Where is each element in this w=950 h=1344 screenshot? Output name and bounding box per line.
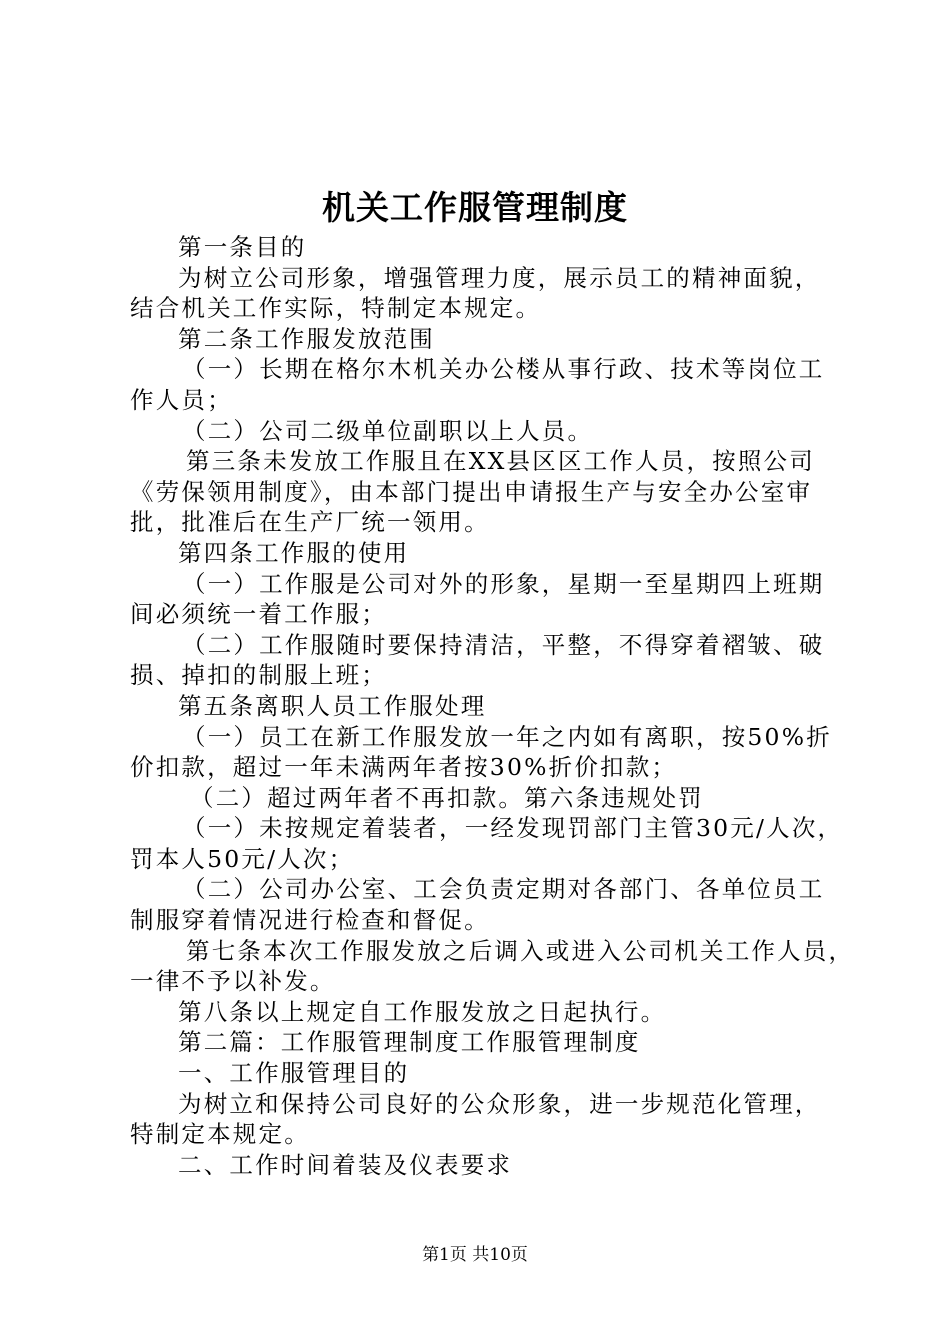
document-body	[130, 232, 855, 1180]
paragraph-line: 价扣款，超过一年未满两年者按30%折价扣款；	[130, 753, 678, 782]
paragraph-line: 第三条未发放工作服且在XX县区区工作人员，按照公司	[186, 447, 815, 476]
paragraph-line: 间必须统一着工作服；	[130, 600, 387, 629]
paragraph-line: 第七条本次工作服发放之后调入或进入公司机关工作人员，	[186, 936, 855, 965]
paragraph-line: 损、掉扣的制服上班；	[130, 661, 387, 690]
paragraph-line: 二、工作时间着装及仪表要求	[178, 1150, 513, 1179]
paragraph-line: （二）公司二级单位副职以上人员。	[182, 416, 594, 445]
paragraph-line: 结合机关工作实际，特制定本规定。	[130, 294, 542, 323]
paragraph-line: 第五条离职人员工作服处理	[178, 691, 487, 720]
paragraph-line: 第二条工作服发放范围	[178, 324, 435, 353]
paragraph-line: （一）员工在新工作服发放一年之内如有离职，按50%折	[182, 722, 832, 751]
paragraph-line: 第八条以上规定自工作服发放之日起执行。	[178, 997, 667, 1026]
paragraph-line: 罚本人50元/人次；	[130, 844, 355, 873]
paragraph-line: 一律不予以补发。	[130, 967, 336, 996]
paragraph-line: 为树立和保持公司良好的公众形象，进一步规范化管理，	[178, 1089, 821, 1118]
paragraph-line: （二）超过两年者不再扣款。第六条违规处罚	[190, 783, 704, 812]
paragraph-line: （一）长期在格尔木机关办公楼从事行政、技术等岗位工	[182, 355, 825, 384]
paragraph-line: 批，批准后在生产厂统一领用。	[130, 508, 490, 537]
paragraph-line: 第四条工作服的使用	[178, 538, 410, 567]
paragraph-line: 制服穿着情况进行检查和督促。	[130, 906, 490, 935]
paragraph-line: 第一条目的	[178, 233, 307, 261]
paragraph-line: （二）工作服随时要保持清洁，平整，不得穿着褶皱、破	[182, 630, 825, 659]
paragraph-line: 特制定本规定。	[130, 1120, 310, 1149]
paragraph-line: 一、工作服管理目的	[178, 1059, 410, 1088]
paragraph-line: 为树立公司形象，增强管理力度，展示员工的精神面貌，	[178, 263, 821, 292]
paragraph-line: 作人员；	[130, 385, 233, 414]
page-number-footer: 第1页 共10页	[422, 1245, 528, 1265]
document-title: 机关工作服管理制度	[322, 188, 628, 227]
paragraph-line: 《劳保领用制度》，由本部门提出申请报生产与安全办公室审	[130, 477, 813, 506]
paragraph-line: （一）未按规定着装者，一经发现罚部门主管30元/人次，	[182, 814, 844, 843]
paragraph-line: （一）工作服是公司对外的形象，星期一至星期四上班期	[182, 569, 825, 598]
paragraph-line: （二）公司办公室、工会负责定期对各部门、各单位员工	[182, 875, 825, 904]
paragraph-line: 第二篇：工作服管理制度工作服管理制度	[178, 1028, 641, 1057]
